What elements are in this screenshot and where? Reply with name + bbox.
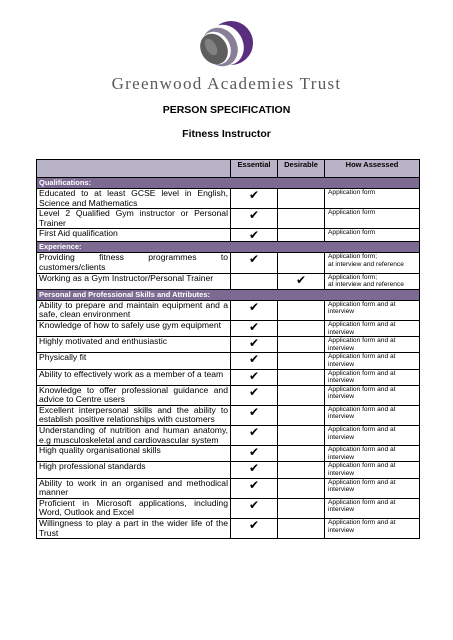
- table-header-row: [37, 160, 420, 178]
- desirable-cell: [278, 337, 325, 353]
- table-row: [37, 478, 420, 498]
- table-row: [37, 498, 420, 518]
- desirable-cell: [278, 519, 325, 539]
- how-assessed-cell: Application form; at interview and reference: [325, 273, 420, 289]
- how-assessed-cell: Application form and at interview: [325, 462, 420, 478]
- essential-cell: [231, 478, 278, 498]
- how-assessed-cell: Application form; at interview and reference: [325, 253, 420, 273]
- section-header-row: [37, 242, 420, 253]
- table-row: [37, 189, 420, 209]
- check-icon: ✔: [248, 445, 260, 460]
- check-icon: ✔: [248, 518, 260, 532]
- criterion-text: Willingness to play a part in the wider life of the Trust: [37, 519, 231, 539]
- criterion-text: Highly motivated and enthusiastic: [37, 337, 231, 353]
- greenwood-logo-icon: [195, 19, 257, 71]
- criterion-text: Ability to effectively work as a member of a team: [37, 369, 231, 385]
- desirable-cell: [278, 320, 325, 336]
- how-assessed-cell: Application form and at interview: [325, 446, 420, 462]
- criteria-header: [37, 160, 231, 178]
- essential-cell: [231, 498, 278, 518]
- essential-cell: [231, 446, 278, 462]
- check-icon: ✔: [295, 272, 307, 287]
- criterion-text: Physically fit: [37, 353, 231, 369]
- person-spec-table: [36, 159, 420, 539]
- essential-cell: [231, 300, 278, 320]
- how-assessed-cell: Application form and at interview: [325, 385, 420, 405]
- table-row: [37, 405, 420, 425]
- essential-cell: [231, 320, 278, 336]
- criterion-text: Providing fitness programmes to customers/clients: [37, 253, 231, 273]
- criterion-text: Educated to at least GCSE level in English, Science and Mathematics: [37, 189, 231, 209]
- org-name: Greenwood Academies Trust: [111, 74, 342, 93]
- how-assessed-cell: Application form and at interview: [325, 320, 420, 336]
- essential-cell: [231, 385, 278, 405]
- table-row: [37, 209, 420, 229]
- desirable-cell: [278, 189, 325, 209]
- check-icon: ✔: [248, 404, 260, 419]
- essential-header: Essential: [231, 160, 278, 178]
- desirable-cell: [278, 369, 325, 385]
- check-icon: ✔: [248, 319, 260, 334]
- essential-cell: [231, 426, 278, 446]
- essential-cell: [231, 229, 278, 242]
- check-icon: ✔: [248, 352, 260, 367]
- how-assessed-cell: Application form and at interview: [325, 405, 420, 425]
- check-icon: ✔: [248, 228, 260, 243]
- how-assessed-cell: Application form and at interview: [325, 426, 420, 446]
- document-subtitle: Fitness Instructor: [182, 128, 271, 140]
- check-icon: ✔: [248, 208, 260, 223]
- criterion-text: Ability to work in an organised and methodical manner: [37, 478, 231, 498]
- criterion-text: Knowledge of how to safely use gym equipment: [37, 320, 231, 336]
- essential-cell: [231, 189, 278, 209]
- essential-cell: [231, 462, 278, 478]
- essential-cell: [231, 519, 278, 539]
- criterion-text: Ability to prepare and maintain equipment and a safe, clean environment: [37, 300, 231, 320]
- table-row: [37, 353, 420, 369]
- desirable-header: Desirable: [278, 160, 325, 178]
- how-assessed-cell: Application form and at interview: [325, 369, 420, 385]
- how-assessed-cell: Application form: [325, 209, 420, 229]
- desirable-cell: [278, 446, 325, 462]
- table-row: [37, 446, 420, 462]
- section-title: Experience:: [37, 242, 420, 253]
- table-row: [37, 320, 420, 336]
- desirable-cell: [278, 405, 325, 425]
- table-row: [37, 462, 420, 478]
- table-row: [37, 229, 420, 242]
- section-title: Personal and Professional Skills and Attributes:: [37, 289, 420, 300]
- desirable-cell: [278, 478, 325, 498]
- desirable-cell: [278, 426, 325, 446]
- essential-cell: [231, 209, 278, 229]
- how-assessed-cell: Application form and at interview: [325, 519, 420, 539]
- how-assessed-header: How Assessed: [325, 160, 420, 178]
- desirable-cell: [278, 229, 325, 242]
- section-header-row: [37, 178, 420, 189]
- check-icon: ✔: [248, 477, 260, 492]
- section-title: Qualifications:: [37, 178, 420, 189]
- essential-cell: [231, 405, 278, 425]
- table-row: [37, 519, 420, 539]
- essential-cell: [231, 273, 278, 289]
- table-row: [37, 300, 420, 320]
- criterion-text: High quality organisational skills: [37, 446, 231, 462]
- how-assessed-cell: Application form: [325, 229, 420, 242]
- how-assessed-cell: Application form and at interview: [325, 300, 420, 320]
- check-icon: ✔: [248, 299, 260, 314]
- desirable-cell: [278, 462, 325, 478]
- how-assessed-cell: Application form: [325, 189, 420, 209]
- check-icon: ✔: [248, 461, 260, 476]
- criterion-text: Working as a Gym Instructor/Personal Trainer: [37, 273, 231, 289]
- check-icon: ✔: [248, 188, 260, 202]
- check-icon: ✔: [248, 368, 260, 383]
- desirable-cell: [278, 300, 325, 320]
- criterion-text: High professional standards: [37, 462, 231, 478]
- logo: [0, 0, 453, 93]
- essential-cell: [231, 253, 278, 273]
- essential-cell: [231, 337, 278, 353]
- table-row: [37, 253, 420, 273]
- how-assessed-cell: Application form and at interview: [325, 498, 420, 518]
- table-row: [37, 337, 420, 353]
- how-assessed-cell: Application form and at interview: [325, 353, 420, 369]
- criterion-text: Excellent interpersonal skills and the ability to establish positive relationships with customers: [37, 405, 231, 425]
- desirable-cell: [278, 273, 325, 289]
- table-row: [37, 369, 420, 385]
- criterion-text: Knowledge to offer professional guidance and advice to Centre users: [37, 385, 231, 405]
- check-icon: ✔: [248, 384, 260, 399]
- table-row: [37, 426, 420, 446]
- criterion-text: Proficient in Microsoft applications, including Word, Outlook and Excel: [37, 498, 231, 518]
- criterion-text: Level 2 Qualified Gym instructor or Personal Trainer: [37, 209, 231, 229]
- desirable-cell: [278, 253, 325, 273]
- section-header-row: [37, 289, 420, 300]
- desirable-cell: [278, 385, 325, 405]
- criterion-text: First Aid qualification: [37, 229, 231, 242]
- check-icon: ✔: [248, 336, 260, 351]
- check-icon: ✔: [248, 252, 260, 267]
- table-row: [37, 273, 420, 289]
- document-title: PERSON SPECIFICATION: [162, 104, 291, 116]
- essential-cell: [231, 353, 278, 369]
- check-icon: ✔: [248, 497, 260, 512]
- desirable-cell: [278, 353, 325, 369]
- essential-cell: [231, 369, 278, 385]
- check-icon: ✔: [248, 425, 260, 440]
- table-row: [37, 385, 420, 405]
- how-assessed-cell: Application form and at interview: [325, 478, 420, 498]
- criterion-text: Understanding of nutrition and human anatomy, e.g musculoskeletal and cardiovascular system: [37, 426, 231, 446]
- desirable-cell: [278, 498, 325, 518]
- how-assessed-cell: Application form and at interview: [325, 337, 420, 353]
- desirable-cell: [278, 209, 325, 229]
